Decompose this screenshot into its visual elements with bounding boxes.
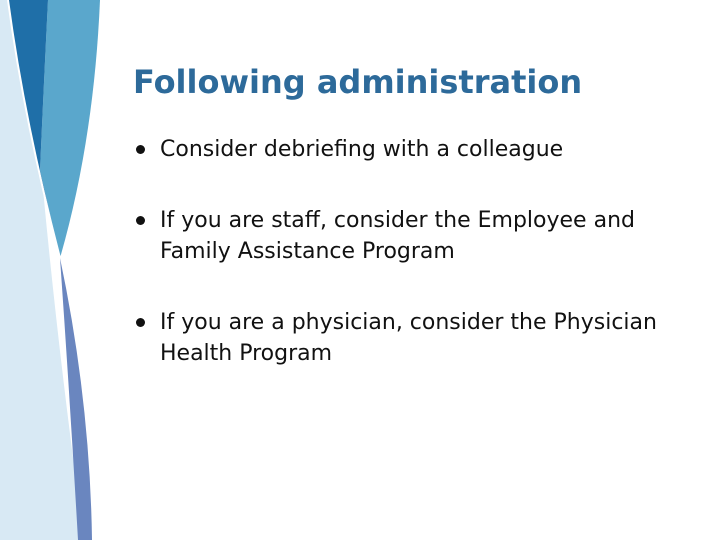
bullet-list bbox=[133, 134, 703, 369]
bullet-dot-icon bbox=[136, 318, 145, 327]
medium-blue-stripe bbox=[40, 0, 100, 258]
bullet-item bbox=[133, 134, 703, 165]
bullet-item bbox=[133, 205, 703, 267]
decorative-side-stripes bbox=[0, 0, 110, 540]
bullet-text: If you are staff, consider the Employee and Family Assistance Program bbox=[160, 208, 635, 264]
bullet-text: If you are a physician, consider the Physician Health Program bbox=[160, 310, 657, 366]
bullet-text: Consider debriefing with a colleague bbox=[160, 137, 564, 162]
bullet-item bbox=[133, 307, 703, 369]
slide-title: Following administration bbox=[133, 63, 583, 101]
bullet-dot-icon bbox=[136, 216, 145, 225]
bullet-dot-icon bbox=[136, 145, 145, 154]
